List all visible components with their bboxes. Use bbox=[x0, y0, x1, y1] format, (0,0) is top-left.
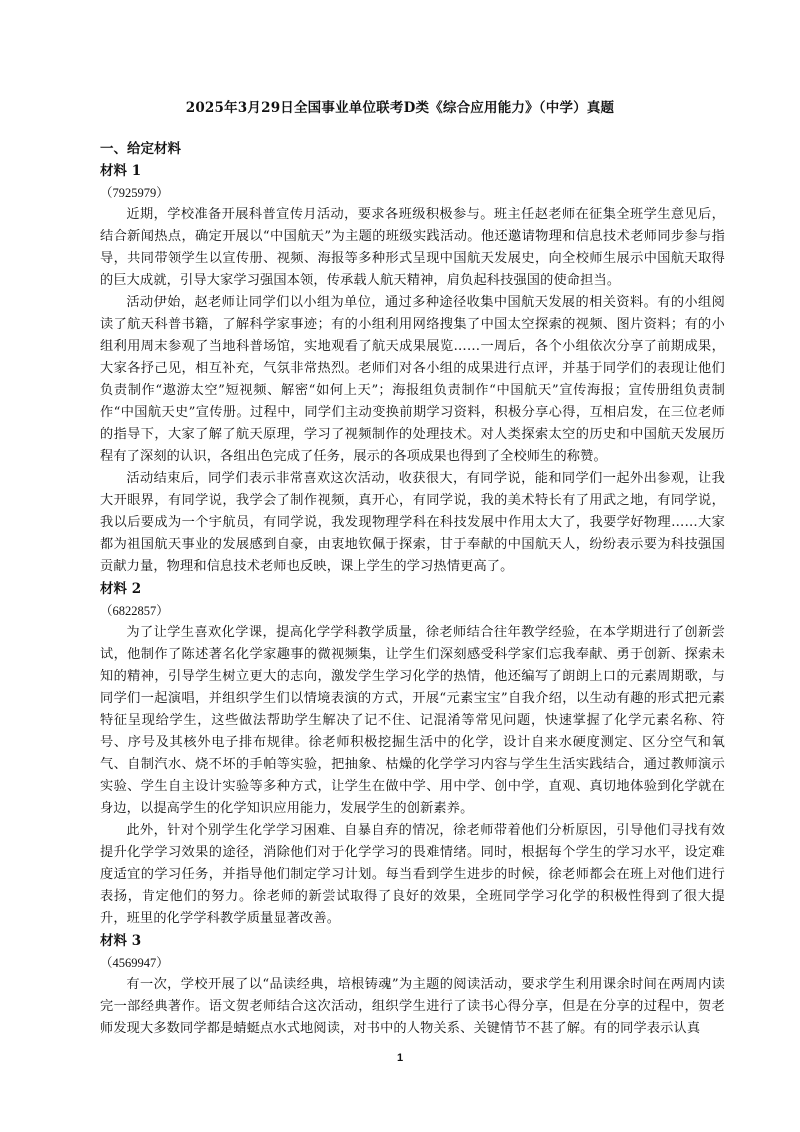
paragraph: 此外，针对个别学生化学学习困难、自暴自弃的情况，徐老师带着他们分析原因，引导他们寻找有效提升化学学习效果的途径，消除他们对于化学学习的畏难情绪。同时，根据每个学生的学习水平，设定难度适宜的学习任务，并指导他们制定学习计划。每当看到学生进步的时候，徐老师都会在班上对他们进行表扬，肯定他们的努力。徐老师的新尝试取得了良好的效果，全班同学学习化学的积极性得到了很大提升，班里的化学学科教学质量显著改善。 bbox=[100, 823, 725, 926]
material-1 bbox=[100, 160, 725, 578]
page-title: 2025年3月29日全国事业单位联考D类《综合应用能力》（中学）真题 bbox=[185, 100, 615, 116]
paragraph: 活动结束后，同学们表示非常喜欢这次活动，收获很大，有同学说，能和同学们一起外出参观，让我大开眼界，有同学说，我学会了制作视频，真开心，有同学说，我的美术特长有了用武之地，有同学说，我以后要成为一个宇航员，有同学说，我发现物理学科在科技发展中作用太大了，我要学好物理……大家都为祖国航天事业的发展感到自豪，由衷地钦佩于探索，甘于奉献的中国航天人，纷纷表示要为科技强国贡献力量，物理和信息技术老师也反映，课上学生的学习热情更高了。 bbox=[100, 471, 725, 574]
material-3 bbox=[100, 930, 725, 1040]
paragraph: 近期，学校准备开展科普宣传月活动，要求各班级积极参与。班主任赵老师在征集全班学生意见后，结合新闻热点，确定开展以“中国航天”为主题的班级实践活动。他还邀请物理和信息技术老师同步参与指导，共同带领学生以宣传册、视频、海报等多种形式呈现中国航天发展史，向全校师生展示中国航天取得的巨大成就，引导大家学习强国本领，传承载人航天精神，肩负起科技强国的使命担当。 bbox=[100, 207, 725, 288]
paragraph: 活动伊始，赵老师让同学们以小组为单位，通过多种途径收集中国航天发展的相关资料。有的小组阅读了航天科普书籍，了解科学家事迹；有的小组利用网络搜集了中国太空探索的视频、图片资料；有的小组利用周末参观了当地科普场馆，实地观看了航天成果展览……一周后，各个小组依次分享了前期成果，大家各抒己见，相互补充，气氛非常热烈。老师们对各小组的成果进行点评，并基于同学们的表现让他们负责制作“遨游太空”短视频、解密“如何上天”；海报组负责制作“中国航天”宣传海报；宣传册组负责制作“中国航天史”宣传册。过程中，同学们主动变换前期学习资料，积极分享心得，互相启发，在三位老师的指导下，大家了解了航天原理，学习了视频制作的处理技术。对人类探索太空的历史和中国航天发展历程有了深刻的认识，各组出色完成了任务，展示的各项成果也得到了全校师生的称赞。 bbox=[100, 295, 725, 464]
page-number: 1 bbox=[396, 1052, 404, 1064]
material-heading: 材料 2 bbox=[100, 581, 142, 597]
material-heading: 材料 3 bbox=[100, 933, 142, 949]
material-code: （6822857） bbox=[100, 604, 169, 618]
document-body bbox=[100, 138, 725, 1040]
paragraph: 有一次，学校开展了以“品读经典，培根铸魂”为主题的阅读活动，要求学生利用课余时间在两周内读完一部经典著作。语文贺老师结合这次活动，组织学生进行了读书心得分享，但是在分享的过程中，贺老师发现大多数同学都是蜻蜓点水式地阅读，对书中的人物关系、关键情节不甚了解。有的同学表示认真 bbox=[100, 977, 725, 1036]
material-heading: 材料 1 bbox=[100, 163, 142, 179]
section-heading: 一、给定材料 bbox=[100, 141, 181, 157]
material-2 bbox=[100, 578, 725, 930]
paragraph: 为了让学生喜欢化学课，提高化学学科教学质量，徐老师结合往年教学经验，在本学期进行了创新尝试，他制作了陈述著名化学家趣事的微视频集，让学生们深刻感受科学家们忘我奉献、勇于创新、探索未知的精神，引导学生树立更大的志向，激发学生学习化学的热情，他还编写了朗朗上口的元素周期歌，与同学们一起演唱，并组织学生们以情境表演的方式，开展“元素宝宝”自我介绍，以生动有趣的形式把元素特征呈现给学生，这些做法帮助学生解决了记不住、记混淆等常见问题，快速掌握了化学元素名称、符号、序号及其核外电子排布规律。徐老师积极挖掘生活中的化学，设计自来水硬度测定、区分空气和氧气、自制汽水、烧不坏的手帕等实验，把抽象、枯燥的化学学习内容与学生生活实践结合，通过教师演示实验、学生自主设计实验等多种方式，让学生在做中学、用中学、创中学，直观、真切地体验到化学就在身边，以提高学生的化学知识应用能力，发展学生的创新素养。 bbox=[100, 625, 725, 816]
material-code: （4569947） bbox=[100, 956, 169, 970]
material-code: （7925979） bbox=[100, 186, 169, 200]
